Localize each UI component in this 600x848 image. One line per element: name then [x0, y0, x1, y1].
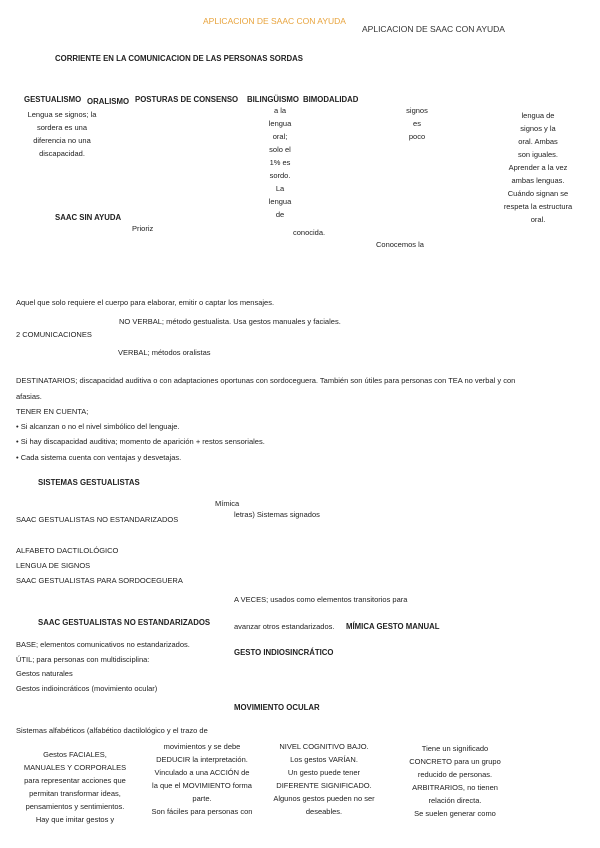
current-oralismo: ORALISMO — [87, 97, 130, 106]
sistemas-alfabeticos: Sistemas alfabéticos (alfabético dactilológico y el trazo de — [16, 726, 208, 735]
base-text: BASE; elementos comunicativos no estandarizados. — [16, 640, 190, 649]
afasias-text: afasias. — [16, 392, 42, 401]
letras-text: letras) Sistemas signados — [234, 510, 320, 519]
lengua-signos-text: LENGUA DE SIGNOS — [16, 561, 91, 570]
bullet-1: • Si alcanzan o no el nivel simbólico del lenguaje. — [16, 422, 180, 431]
priori-text: Prioriz — [132, 224, 154, 233]
sistemas-title: SISTEMAS GESTUALISTAS — [38, 478, 140, 487]
alfabeto-text: ALFABETO DACTILOLÓGICO — [16, 546, 119, 555]
bottom-column-4: Tiene un significado CONCRETO para un grupo reducido de personas. ARBITRARIOS, no tienen relación directa. Se suelen generar como — [409, 744, 501, 818]
tener-en-cuenta: TENER EN CUENTA; — [16, 407, 89, 416]
verbal-text: VERBAL; métodos oralistas — [118, 348, 211, 357]
current-gestualismo: GESTUALISMO — [24, 95, 82, 104]
header-title-gray: APLICACION DE SAAC CON AYUDA — [362, 24, 505, 34]
signos-column: signos es poco — [406, 106, 428, 141]
current-bimodalidad: BIMODALIDAD — [303, 95, 359, 104]
current-posturas: POSTURAS DE CONSENSO — [135, 95, 239, 104]
bottom-column-2: movimientos y se debe DEDUCIR la interpretación. Vinculado a una ACCIÓN de la que el MOVIMIENTO forma parte. Son fáciles para personas con — [151, 742, 253, 816]
idio-text: Gestos indioincráticos (movimiento ocular) — [16, 684, 158, 693]
util-text: ÚTIL; para personas con multidisciplina: — [16, 655, 150, 664]
aquel-text: Aquel que solo requiere el cuerpo para elaborar, emitir o captar los mensajes. — [16, 298, 275, 307]
no-verbal-text: NO VERBAL; método gestualista. Usa gestos manuales y faciales. — [119, 317, 341, 326]
gesto-idiosincratico: GESTO INDIOSINCRÁTICO — [234, 648, 334, 657]
destinatarios-text: DESTINATARIOS; discapacidad auditiva o con adaptaciones oportunas con sordoceguera. También son útiles para personas con TEA no verbal y con — [16, 376, 516, 385]
conocida-text: conocida. — [293, 228, 326, 237]
avanzar-text: avanzar otros estandarizados. — [234, 622, 335, 631]
sordoceguera-text: SAAC GESTUALISTAS PARA SORDOCEGUERA — [16, 576, 183, 585]
mimica-gesto-manual: MÍMICA GESTO MANUAL — [346, 622, 440, 631]
conocemos-text: Conocemos la — [376, 240, 424, 249]
bullet-3: • Cada sistema cuenta con ventajas y desvetajas. — [16, 453, 182, 462]
current-bilinguismo: BILINGÜISMO — [247, 95, 299, 104]
no-estandar-title: SAAC GESTUALISTAS NO ESTANDARIZADOS — [38, 618, 211, 627]
bottom-column-3: NIVEL COGNITIVO BAJO. Los gestos VARÍAN. Un gesto puede tener DIFERENTE SIGNIFICADO. Algunos gestos pueden no ser deseables. — [273, 742, 375, 816]
section-title: CORRIENTE EN LA COMUNICACION DE LAS PERSONAS SORDAS — [55, 54, 303, 63]
saac-sin-ayuda: SAAC SIN AYUDA — [55, 213, 122, 222]
a-veces-text: A VECES; usados como elementos transitorios para — [234, 595, 408, 604]
bottom-column-1: Gestos FACIALES, MANUALES Y CORPORALES para representar acciones que permitan transformar ideas, pensamientos y sentimientos. Hay que imitar gestos y — [23, 750, 127, 824]
dos-comunicaciones: 2 COMUNICACIONES — [16, 330, 92, 339]
movimiento-ocular: MOVIMIENTO OCULAR — [234, 703, 320, 712]
mimica-text: Mímica — [215, 499, 240, 508]
bullet-2: • Si hay discapacidad auditiva; momento de aparición + restos sensoriales. — [16, 437, 265, 446]
oralismo-column: a la lengua oral; solo el 1% es sordo. La lengua de — [268, 106, 292, 219]
naturales-text: Gestos naturales — [16, 669, 73, 678]
gestualismo-description: Lengua se signos; la sordera es una diferencia no una discapacidad. — [27, 110, 97, 158]
header-title-orange: APLICACION DE SAAC CON AYUDA — [203, 16, 346, 26]
saac-no-estandar: SAAC GESTUALISTAS NO ESTANDARIZADOS — [16, 515, 179, 524]
bimodalidad-description: lengua de signos y la oral. Ambas son iguales. Aprender a la vez ambas lenguas. Cuándo signan se respeta la estructura oral. — [503, 111, 573, 224]
